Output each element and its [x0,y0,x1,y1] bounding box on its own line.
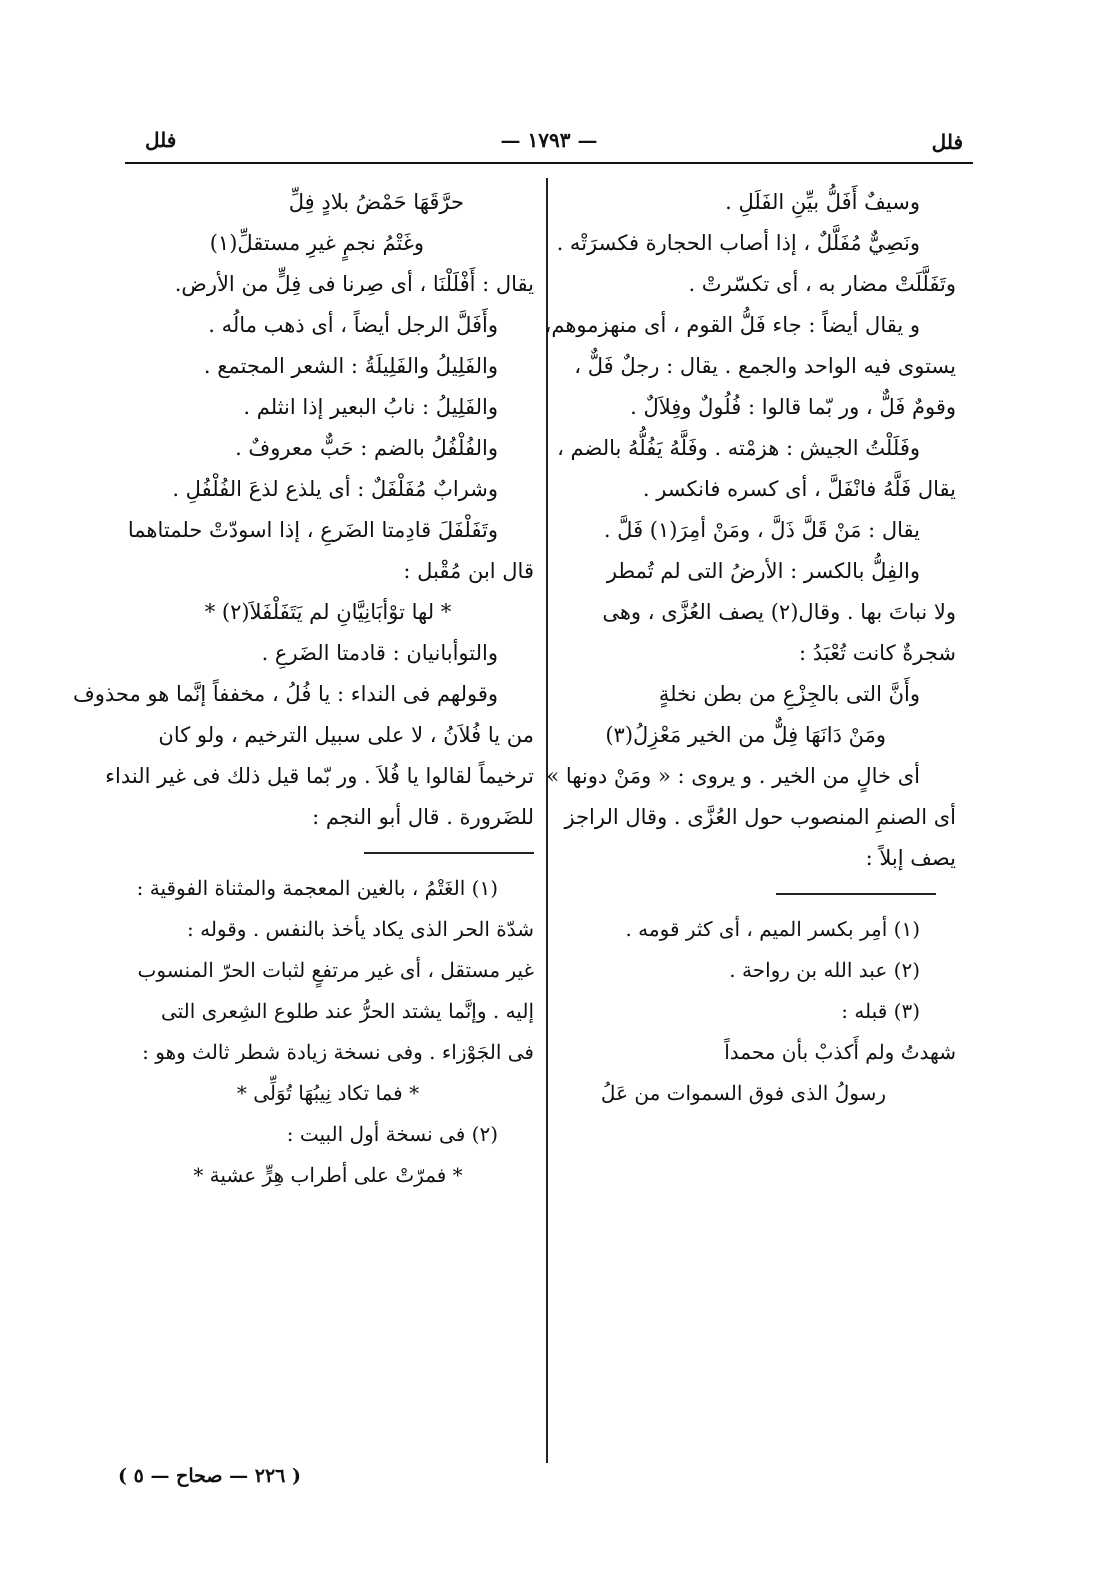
text-line: يقال : مَنْ قَلَّ ذَلَّ ، ومَنْ أمِرَ(١) فَلَّ . [603,518,920,542]
text-line: وتَفَلَّلَتْ مضار به ، أى تكسّرتْ . [688,272,956,296]
signature-mark: ( ٢٢٦ — صحاح — ٥ ) [118,1465,301,1487]
header-rule [125,162,973,164]
text-line: ونَصِيٌّ مُفَلَّلٌ ، إذا أصاب الحجارة فكسرَتْه . [556,231,920,255]
verse-line: ومَنْ دَانَهَا فِلٌّ من الخير مَعْزِلُ(٣) [605,723,886,747]
header-keyword-left: فلل [145,128,177,152]
footnote-line: * فما تكاد نِيبُهَا تُوَلِّى * [236,1081,420,1105]
footnote-line: شهدتُ ولم أَكذبْ بأن محمداً [724,1040,956,1064]
verse-line: حرَّقَهَا حَمْضُ بلادٍ فِلِّ [288,190,464,214]
text-line: وفَلَلْتُ الجيش : هزمْته . وفَلَّهُ يَفُلُّهُ بالضم ، [557,436,920,460]
text-line: ترخيماً لقالوا يا فُلاَ . ور بّما قيل ذلك فى غير النداء [105,764,534,788]
page-header [125,128,973,160]
text-line: والفَلِيلُ : نابُ البعير إذا انثلم . [243,395,498,419]
text-line: للضَرورة . قال أبو النجم : [312,805,534,829]
text-line: وسيفٌ أَفَلُّ بيِّنِ الفَلَلِ . [725,190,920,214]
text-line: قال ابن مُقْبل : [403,559,534,583]
footnote-rule [776,893,936,895]
header-keyword-right: فلل [931,130,963,154]
verse-line: * لها توْأبَانِيَّانِ لم يَتَفَلْفَلاَ(٢) * [204,600,452,624]
footnote-line: فى الجَوْزاء . وفى نسخة زيادة شطر ثالث وهو : [142,1040,534,1064]
text-line: وقولهم فى النداء : يا فُلُ ، مخففاً إنَّما هو محذوف [72,682,498,706]
text-line: وتَفَلْفَلَ قادِمتا الضَرعِ ، إذا اسودّتْ حلمتاهما [127,518,498,542]
text-line: يستوى فيه الواحد والجمع . يقال : رجلٌ فَلٌّ ، [574,354,956,378]
text-line: والفِلُّ بالكسر : الأرضُ التى لم تُمطر [606,559,920,583]
right-column [544,182,956,1114]
text-line: و يقال أيضاً : جاء فَلُّ القوم ، أى منهزموهم، [544,313,920,337]
text-line: وقومٌ فَلٌّ ، ور بّما قالوا : فُلُولٌ وفِلاَلٌ . [630,395,956,419]
footnote-line: شدّة الحر الذى يكاد يأخذ بالنفس . وقوله : [187,917,534,941]
footnote-line: (٢) عبد الله بن رواحة . [729,958,920,982]
footnote-rule [364,852,534,854]
text-line: ولا نباتَ بها . وقال(٢) يصف العُزَّى ، وهى [602,600,956,624]
footnotes-right [556,909,956,1114]
page-number: — ١٧٩٣ — [500,128,598,152]
text-line: أى خالٍ من الخير . و يروى : « ومَنْ دونها » [546,764,920,788]
footnote-line: (٢) فى نسخة أول البيت : [286,1122,498,1146]
column-divider [546,178,548,1463]
footnote-line: * فمرّتْ على أطراب هِرٍّ عشية * [193,1163,463,1187]
text-line: أى الصنمِ المنصوب حول العُزَّى . وقال الراجز [564,805,956,829]
text-line: والفَلِيلُ والفَلِيلَةُ : الشعر المجتمع . [203,354,498,378]
text-line: شجرةٌ كانت تُعْبَدُ : [798,641,956,665]
footnotes-left [122,868,534,1196]
footnote-line: (١) أمِر بكسر الميم ، أى كثر قومه . [625,917,920,941]
footnote-line: (٣) قبله : [841,999,920,1023]
footnote-line: إليه . وإنَّما يشتد الحرُّ عند طلوع الشِعرى التى [160,999,534,1023]
footnote-line: رسولُ الذى فوق السموات من عَلُ [600,1081,886,1105]
text-line: من يا فُلاَنُ ، لا على سبيل الترخيم ، ولو كان [158,723,534,747]
text-line: يقال فَلَّهُ فانْفَلَّ ، أى كسره فانكسر . [642,477,956,501]
footnote-line: (١) الغَتْمُ ، بالغين المعجمة والمثناة الفوقية : [136,876,498,900]
text-line: وشرابٌ مُفَلْفَلٌ : أى يلذع لذعَ الفُلْفُلِ . [172,477,498,501]
text-line: والتوأبانيان : قادمتا الضَرعِ . [261,641,498,665]
footnote-line: غير مستقل ، أى غير مرتفعٍ لثبات الحرّ المنسوب [137,958,534,982]
text-line: وأَفَلَّ الرجل أيضاً ، أى ذهب مالُه . [208,313,498,337]
verse-line: وغَتْمُ نجمٍ غيرِ مستقلِّ(١) [209,231,424,255]
text-line: يصف إبلاً : [865,846,956,870]
left-column [72,182,534,1196]
verse-line: وأَنَّ التى بالجِزْعِ من بطن نخلةٍ [658,682,920,706]
text-line: والفُلْفُلُ بالضم : حَبٌّ معروفٌ . [235,436,498,460]
text-line: يقال : أَفْلَلْنَا ، أى صِرنا فى فِلٍّ من الأرض. [174,272,534,296]
